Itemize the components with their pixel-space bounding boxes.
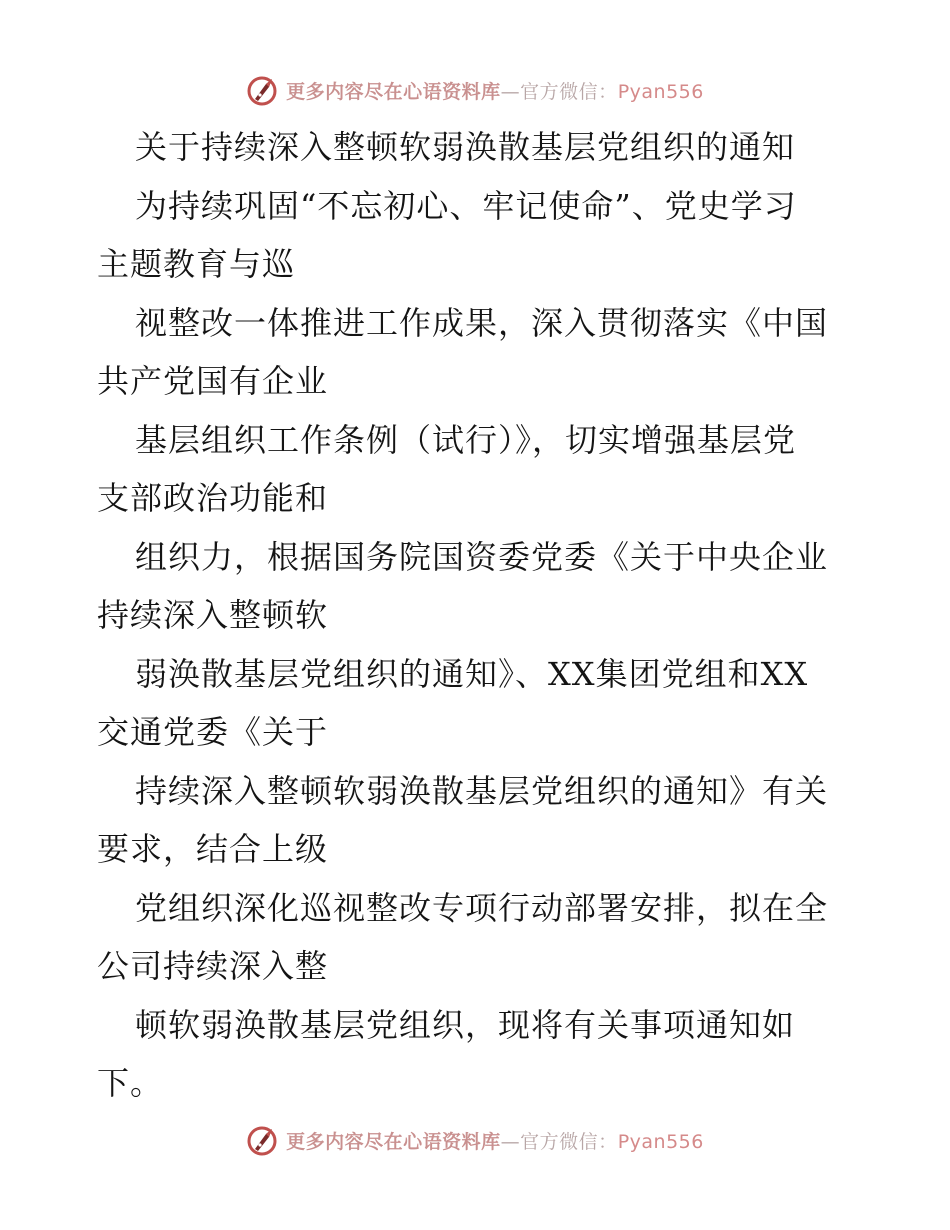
document-line: 持续深入整顿软 <box>97 596 329 634</box>
document-line: 弱涣散基层党组织的通知》、XX集团党组和XX <box>135 654 809 693</box>
document-line: 公司持续深入整 <box>97 947 329 985</box>
document-line: 交通党委《关于 <box>97 713 329 751</box>
header-watermark-text <box>286 77 704 104</box>
header-separator: — <box>500 80 521 103</box>
document-line: 支部政治功能和 <box>97 479 329 517</box>
document-line: 主题教育与巡 <box>97 245 296 283</box>
document-line: 组织力，根据国务院国资委党委《关于中央企业 <box>135 537 829 576</box>
document-line: 持续深入整顿软弱涣散基层党组织的通知》有关 <box>135 771 829 810</box>
document-body <box>97 118 857 1113</box>
document-line: 共产党国有企业 <box>97 362 329 400</box>
pen-nib-logo-icon <box>246 1123 280 1157</box>
footer-wechat-label: 官方微信： <box>520 1130 618 1153</box>
document-line: 党组织深化巡视整改专项行动部署安排，拟在全 <box>135 888 829 927</box>
document-line: 要求，结合上级 <box>97 830 329 868</box>
footer-wechat-id: Pyan556 <box>617 1130 704 1153</box>
document-line: 为持续巩固“不忘初心、牢记使命”、党史学习 <box>135 186 797 225</box>
pen-nib-logo-icon <box>246 73 280 107</box>
footer-separator: — <box>500 1130 521 1153</box>
footer-site-text: 更多内容尽在心语资料库 <box>286 1130 501 1153</box>
footer-watermark-banner <box>0 1120 950 1160</box>
header-wechat-label: 官方微信： <box>520 80 618 103</box>
document-line: 视整改一体推进工作成果，深入贯彻落实《中国 <box>135 303 829 342</box>
document-line: 基层组织工作条例（试行）》，切实增强基层党 <box>135 420 797 459</box>
document-line: 关于持续深入整顿软弱涣散基层党组织的通知 <box>135 128 796 166</box>
header-watermark-banner <box>0 70 950 110</box>
footer-watermark-text <box>286 1127 704 1154</box>
document-line: 顿软弱涣散基层党组织，现将有关事项通知如 <box>135 1005 796 1044</box>
header-wechat-id: Pyan556 <box>617 80 704 103</box>
header-site-text: 更多内容尽在心语资料库 <box>286 80 501 103</box>
document-line: 下。 <box>97 1064 164 1102</box>
